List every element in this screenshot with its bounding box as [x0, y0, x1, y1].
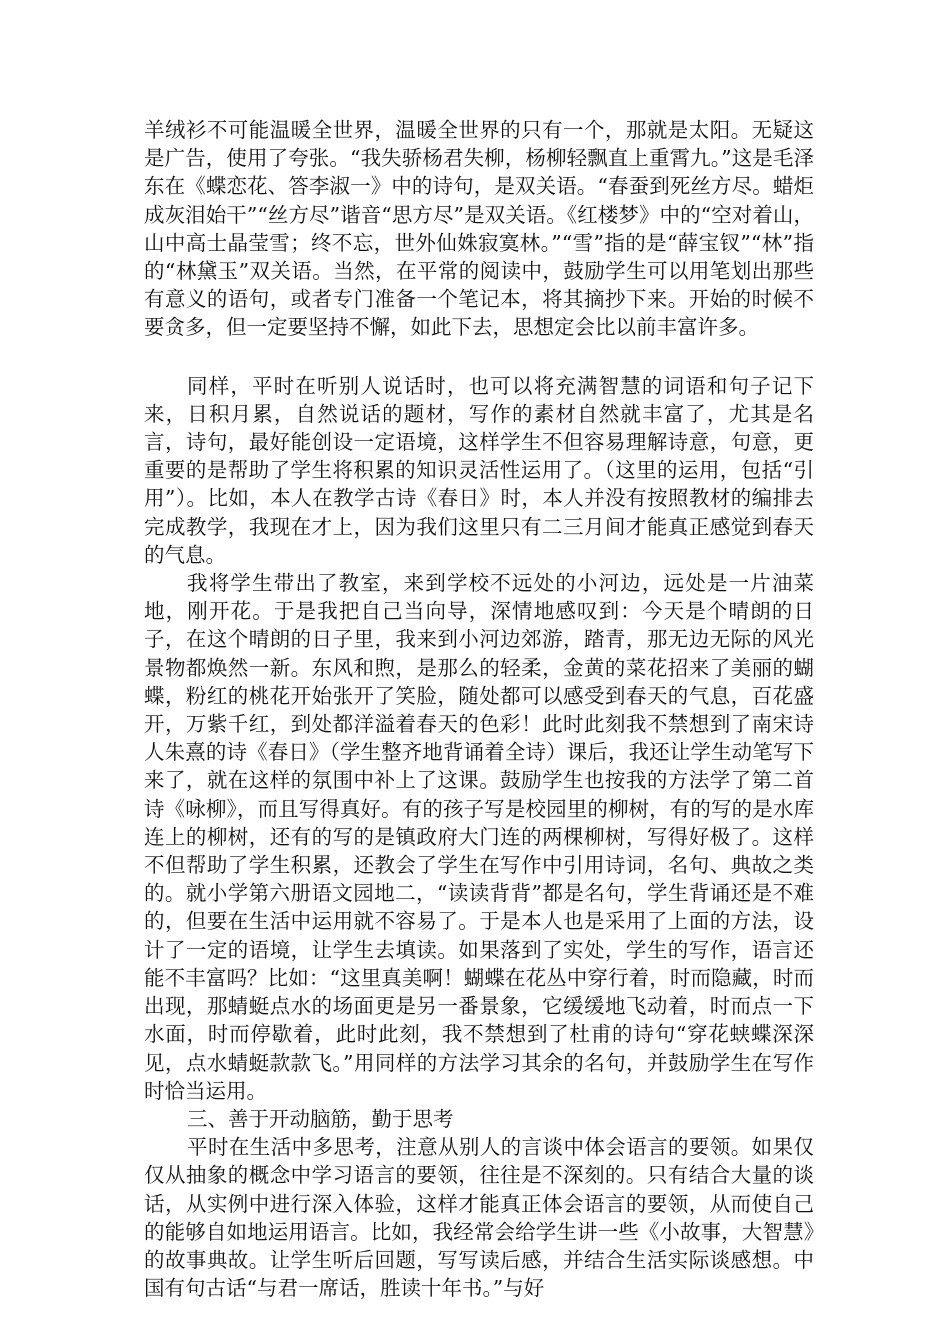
document-body: [144, 116, 814, 1302]
paragraph-1: 羊绒衫不可能温暖全世界，温暖全世界的只有一个，那就是太阳。无疑这是广告，使用了夸张。“我失骄杨君失柳，杨柳轻飘直上重霄九。”这是毛泽东在《蝶恋花、答李淑一》中的诗句，是双关语。“春蚕到死丝方尽。蜡炬成灰泪始干”“丝方尽”谐音“思方尽”是双关语。《红楼梦》中的“空对着山，山中高士晶莹雪；终不忘，世外仙姝寂寞林。”“雪”指的是“薛宝钗”“林”指的“林黛玉”双关语。当然，在平常的阅读中，鼓励学生可以用笔划出那些有意义的语句，或者专门准备一个笔记本，将其摘抄下来。开始的时候不要贪多，但一定要坚持不懈，如此下去，思想定会比以前丰富许多。: [144, 118, 814, 340]
paragraph-4: 平时在生活中多思考，注意从别人的言谈中体会语言的要领。如果仅仅从抽象的概念中学习语言的要领，往往是不深刻的。只有结合大量的谈话，从实例中进行深入体验，这样才能真正体会语言的要领，从而使自己的能够自如地运用语言。比如，我经常会给学生讲一些《小故事，大智慧》的故事典故。让学生听后回题，写写读后感，并结合生活实际谈感想。中国有句古话“与君一席话，胜读十年书。”与好: [144, 1135, 814, 1301]
paragraph-3: 我将学生带出了教室，来到学校不远处的小河边，远处是一片油菜地，刚开花。于是我把自己当向导，深情地感叹到：今天是个晴朗的日子，在这个晴朗的日子里，我来到小河边郊游，踏青，那无边无际的风光景物都焕然一新。东风和煦，是那么的轻柔，金黄的菜花招来了美丽的蝴蝶，粉红的桃花开始张开了笑脸，随处都可以感受到春天的气息，百花盛开，万紫千红，到处都洋溢着春天的色彩！此时此刻我不禁想到了南宋诗人朱熹的诗《春日》（学生整齐地背诵着全诗）课后，我还让学生动笔写下来了，就在这样的氛围中补上了这课。鼓励学生也按我的方法学了第二首诗《咏柳》，而且写得真好。有的孩子写是校园里的柳树，有的写的是水库连上的柳树，还有的写的是镇政府大门连的两棵柳树，写得好极了。这样不但帮助了学生积累，还教会了学生在写作中引用诗词，名句、典故之类的。就小学第六册语文园地二，“读读背背”都是名句，学生背诵还是不难的，但要在生活中运用就不容易了。于是本人也是采用了上面的方法，设计了一定的语境，让学生去填读。如果落到了实处，学生的写作，语言还能不丰富吗？比如：“这里真美啊！蝴蝶在花丛中穿行着，时而隐藏，时而出现，那蜻蜓点水的场面更是另一番景象，它缓缓地飞动着，时而点一下水面，时而停歇着，此时此刻，我不禁想到了杜甫的诗句“穿花蛱蝶深深见，点水蜻蜓款款飞。”用同样的方法学习其余的名句，并鼓励学生在写作时恰当运用。: [144, 571, 814, 1103]
paragraph-spacer: [144, 342, 814, 372]
section-heading: 三、善于开动脑筋，勤于思考: [187, 1106, 454, 1131]
paragraph-2: 同样，平时在听别人说话时，也可以将充满智慧的词语和句子记下来，日积月累，自然说话的题材，写作的素材自然就丰富了，尤其是名言，诗句，最好能创设一定语境，这样学生不但容易理解诗意，句意，更重要的是帮助了学生将积累的知识灵活性运用了。（这里的运用，包括“引用”）。比如，本人在教学古诗《春日》时，本人并没有按照教材的编排去完成教学，我现在才上，因为我们这里只有二三月间才能真正感觉到春天的气息。: [144, 373, 814, 567]
